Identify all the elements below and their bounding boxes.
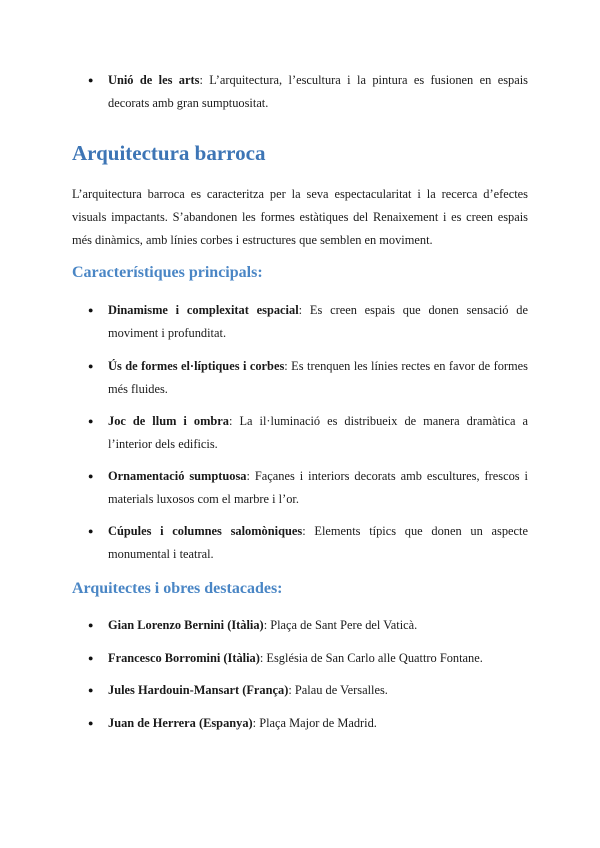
item-text: : Plaça Major de Madrid. xyxy=(252,716,377,730)
list-item xyxy=(108,410,528,455)
list-item xyxy=(108,355,528,400)
item-text: : Elements típics que donen un aspecte monumental i teatral. xyxy=(108,524,528,561)
item-text: : Es trenquen les línies rectes en favor de formes més fluides. xyxy=(108,359,528,396)
item-text: : Església de San Carlo alle Quattro Fontane. xyxy=(259,651,483,665)
list-item xyxy=(108,679,528,702)
list-item xyxy=(108,299,528,344)
item-term: Unió de les arts xyxy=(108,73,200,87)
item-text: : L’arquitectura, l’escultura i la pintura es fusionen en espais decorats amb gran sumptuositat. xyxy=(108,73,528,110)
list-item xyxy=(108,520,528,565)
item-text: : Façanes i interiors decorats amb escultures, frescos i materials luxosos com el marbre i l’or. xyxy=(108,469,529,506)
list-item xyxy=(108,647,528,670)
item-term: Francesco Borromini (Itàlia) xyxy=(108,651,260,665)
item-text: : Palau de Versalles. xyxy=(288,683,388,697)
item-term: Jules Hardouin-Mansart (França) xyxy=(108,683,289,697)
item-term: Ornamentació sumptuosa xyxy=(108,469,247,483)
item-text: : Plaça de Sant Pere del Vaticà. xyxy=(263,618,418,632)
list-item xyxy=(108,465,528,510)
item-term: Gian Lorenzo Bernini (Itàlia) xyxy=(108,618,264,632)
item-term: Juan de Herrera (Espanya) xyxy=(108,716,253,730)
list-item xyxy=(108,712,528,735)
list-item xyxy=(108,69,528,114)
characteristics-heading: Característiques principals: xyxy=(72,264,263,281)
item-term: Cúpules i columnes salomòniques xyxy=(108,524,303,538)
item-term: Dinamisme i complexitat espacial xyxy=(108,303,299,317)
item-term: Ús de formes el·líptiques i corbes xyxy=(108,359,285,373)
architects-heading: Arquitectes i obres destacades: xyxy=(72,580,283,597)
section-title: Arquitectura barroca xyxy=(72,141,266,165)
list-item xyxy=(108,614,528,637)
section-paragraph: L’arquitectura barroca es caracteritza per la seva espectacularitat i la recerca d’efectes visuals impactants. S’abandonen les formes estàtiques del Renaixement i es creen espais més dinàmics, amb línies corbes i estructures que semblen en moviment. xyxy=(72,187,528,247)
item-text: : Es creen espais que donen sensació de moviment i profunditat. xyxy=(108,303,528,340)
item-term: Joc de llum i ombra xyxy=(108,414,229,428)
item-text: : La il·luminació es distribueix de manera dramàtica a l’interior dels edificis. xyxy=(108,414,528,451)
